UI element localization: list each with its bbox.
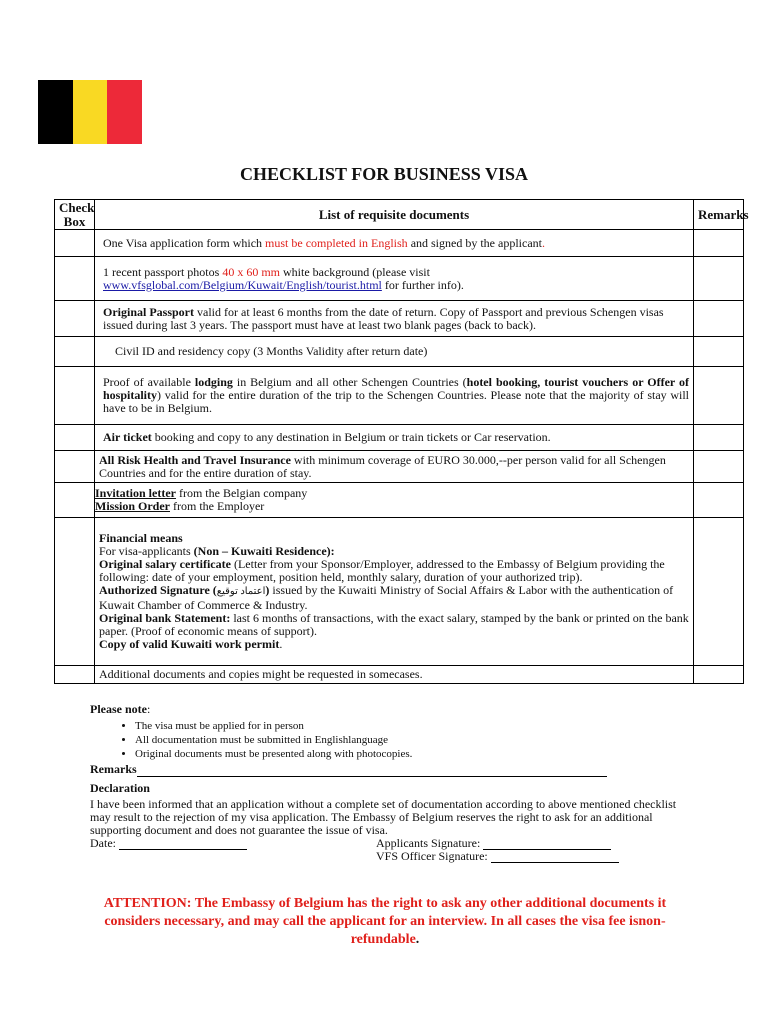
table-row: [55, 257, 744, 301]
document-cell: Air ticket booking and copy to any destination in Belgium or train tickets or Car reservation.: [95, 425, 694, 451]
check-box-cell[interactable]: [55, 367, 95, 425]
financial-line: Original bank Statement: last 6 months of transactions, with the exact salary, stamped by the bank or printed on the bank paper. (Proof of economic means of support).: [99, 610, 689, 638]
remarks-cell[interactable]: [694, 367, 744, 425]
attention-notice: ATTENTION: The Embassy of Belgium has the right to ask any other additional documents it considers necessary, and may call the applicant for an interview. In all cases the visa fee isnon-refundable.: [103, 896, 667, 947]
financial-line: Original salary certificate (Letter from your Sponsor/Employer, addressed to the Embassy of Belgium providing the following: date of your employment, position held, monthly salary, duration of your authorized trip).: [99, 556, 665, 585]
list-item: • All documentation must be submitted in Englishlanguage: [135, 733, 710, 747]
table-row: [55, 337, 744, 367]
financial-means-title: Financial means: [99, 530, 183, 545]
document-cell: Proof of available lodging in Belgium and all other Schengen Countries (hotel booking, tourist vouchers or Offer of hospitality) valid for the entire duration of the trip to the Schengen Countries. Please note that the majority of stay will have to be in Belgium.: [95, 367, 694, 425]
table-row: [55, 518, 744, 666]
checklist-table: [54, 199, 749, 684]
financial-line: Authorized Signature (اعتماد توقيع) issued by the Kuwaiti Ministry of Social Affairs & Labor with the authentication of Kuwait Chamber of Commerce & Industry.: [99, 583, 674, 612]
check-box-cell[interactable]: [55, 257, 95, 301]
remarks-cell[interactable]: [694, 301, 744, 337]
table-row: [55, 425, 744, 451]
financial-line: For visa-applicants (Non – Kuwaiti Residence):: [99, 543, 335, 558]
check-box-cell[interactable]: [55, 451, 95, 483]
declaration-text: I have been informed that an application without a complete set of documentation according to above mentioned checklist may result to the rejection of my visa application. The Embassy of Belgium reserves the right to ask for an additional supporting document and does not guarantee the issue of visa.: [90, 797, 677, 837]
belgium-flag: [38, 80, 142, 144]
table-header-row: [55, 200, 744, 230]
flag-black-stripe: [38, 80, 73, 144]
financial-line: Copy of valid Kuwaiti work permit.: [99, 637, 283, 652]
declaration-section: [90, 782, 680, 865]
check-box-cell[interactable]: [55, 666, 95, 684]
table-row: [55, 367, 744, 425]
document-cell: 1 recent passport photos 40 x 60 mm white background (please visit www.vfsglobal.com/Belgium/Kuwait/English/tourist.html for further info).: [95, 257, 694, 301]
table-row: [55, 301, 744, 337]
list-item: • Original documents must be presented along with photocopies.: [135, 747, 710, 761]
check-box-cell[interactable]: [55, 518, 95, 666]
table-row: [55, 230, 744, 257]
vfs-signature-field[interactable]: [491, 852, 619, 863]
document-cell: One Visa application form which must be completed in English and signed by the applicant.: [95, 230, 694, 257]
vfs-link[interactable]: www.vfsglobal.com/Belgium/Kuwait/English/tourist.html: [103, 277, 382, 292]
vfs-signature-line: VFS Officer Signature:: [376, 850, 619, 863]
declaration-heading: Declaration: [90, 781, 150, 795]
remarks-cell[interactable]: [694, 483, 744, 518]
document-cell: [95, 518, 694, 666]
remarks-line: Remarks: [90, 762, 710, 777]
document-cell: Original Passport valid for at least 6 months from the date of return. Copy of Passport and previous Schengen visas issued during last 3 years. The passport must have at least two blank pages (back to back).: [95, 301, 694, 337]
page-title: CHECKLIST FOR BUSINESS VISA: [240, 164, 528, 184]
signature-area: [90, 837, 680, 865]
applicant-signature-field[interactable]: [483, 839, 611, 850]
document-cell: Additional documents and copies might be requested in somecases.: [95, 666, 694, 684]
remarks-cell[interactable]: [694, 257, 744, 301]
table-row: [55, 483, 744, 518]
check-box-cell[interactable]: [55, 483, 95, 518]
remarks-cell[interactable]: [694, 451, 744, 483]
document-cell: Invitation letter from the Belgian company Mission Order from the Employer: [95, 483, 694, 518]
check-box-cell[interactable]: [55, 425, 95, 451]
please-note-label: Please note:: [90, 702, 151, 716]
table-row: [55, 666, 744, 684]
date-line: Date:: [90, 837, 247, 850]
date-field[interactable]: [119, 839, 247, 850]
flag-red-stripe: [107, 80, 142, 144]
document-cell: All Risk Health and Travel Insurance with minimum coverage of EURO 30.000,--per person valid for all Schengen Countries and for the entire duration of stay.: [95, 451, 694, 483]
header-check-box: Check Box: [55, 200, 95, 230]
check-box-cell[interactable]: [55, 301, 95, 337]
remarks-cell[interactable]: [694, 518, 744, 666]
check-box-cell[interactable]: [55, 337, 95, 367]
please-note-section: [90, 702, 710, 777]
remarks-cell[interactable]: [694, 337, 744, 367]
remarks-cell[interactable]: [694, 666, 744, 684]
flag-yellow-stripe: [73, 80, 108, 144]
check-box-cell[interactable]: [55, 230, 95, 257]
remarks-field[interactable]: [137, 765, 607, 777]
please-note-list: [90, 719, 710, 761]
header-list: List of requisite documents: [95, 200, 694, 230]
list-item: • The visa must be applied for in person: [135, 719, 710, 733]
applicant-signature-line: Applicants Signature:: [376, 837, 611, 850]
table-row: [55, 451, 744, 483]
remarks-cell[interactable]: [694, 230, 744, 257]
header-remarks: Remarks: [694, 200, 744, 230]
document-cell: Civil ID and residency copy (3 Months Validity after return date): [95, 337, 694, 367]
remarks-cell[interactable]: [694, 425, 744, 451]
